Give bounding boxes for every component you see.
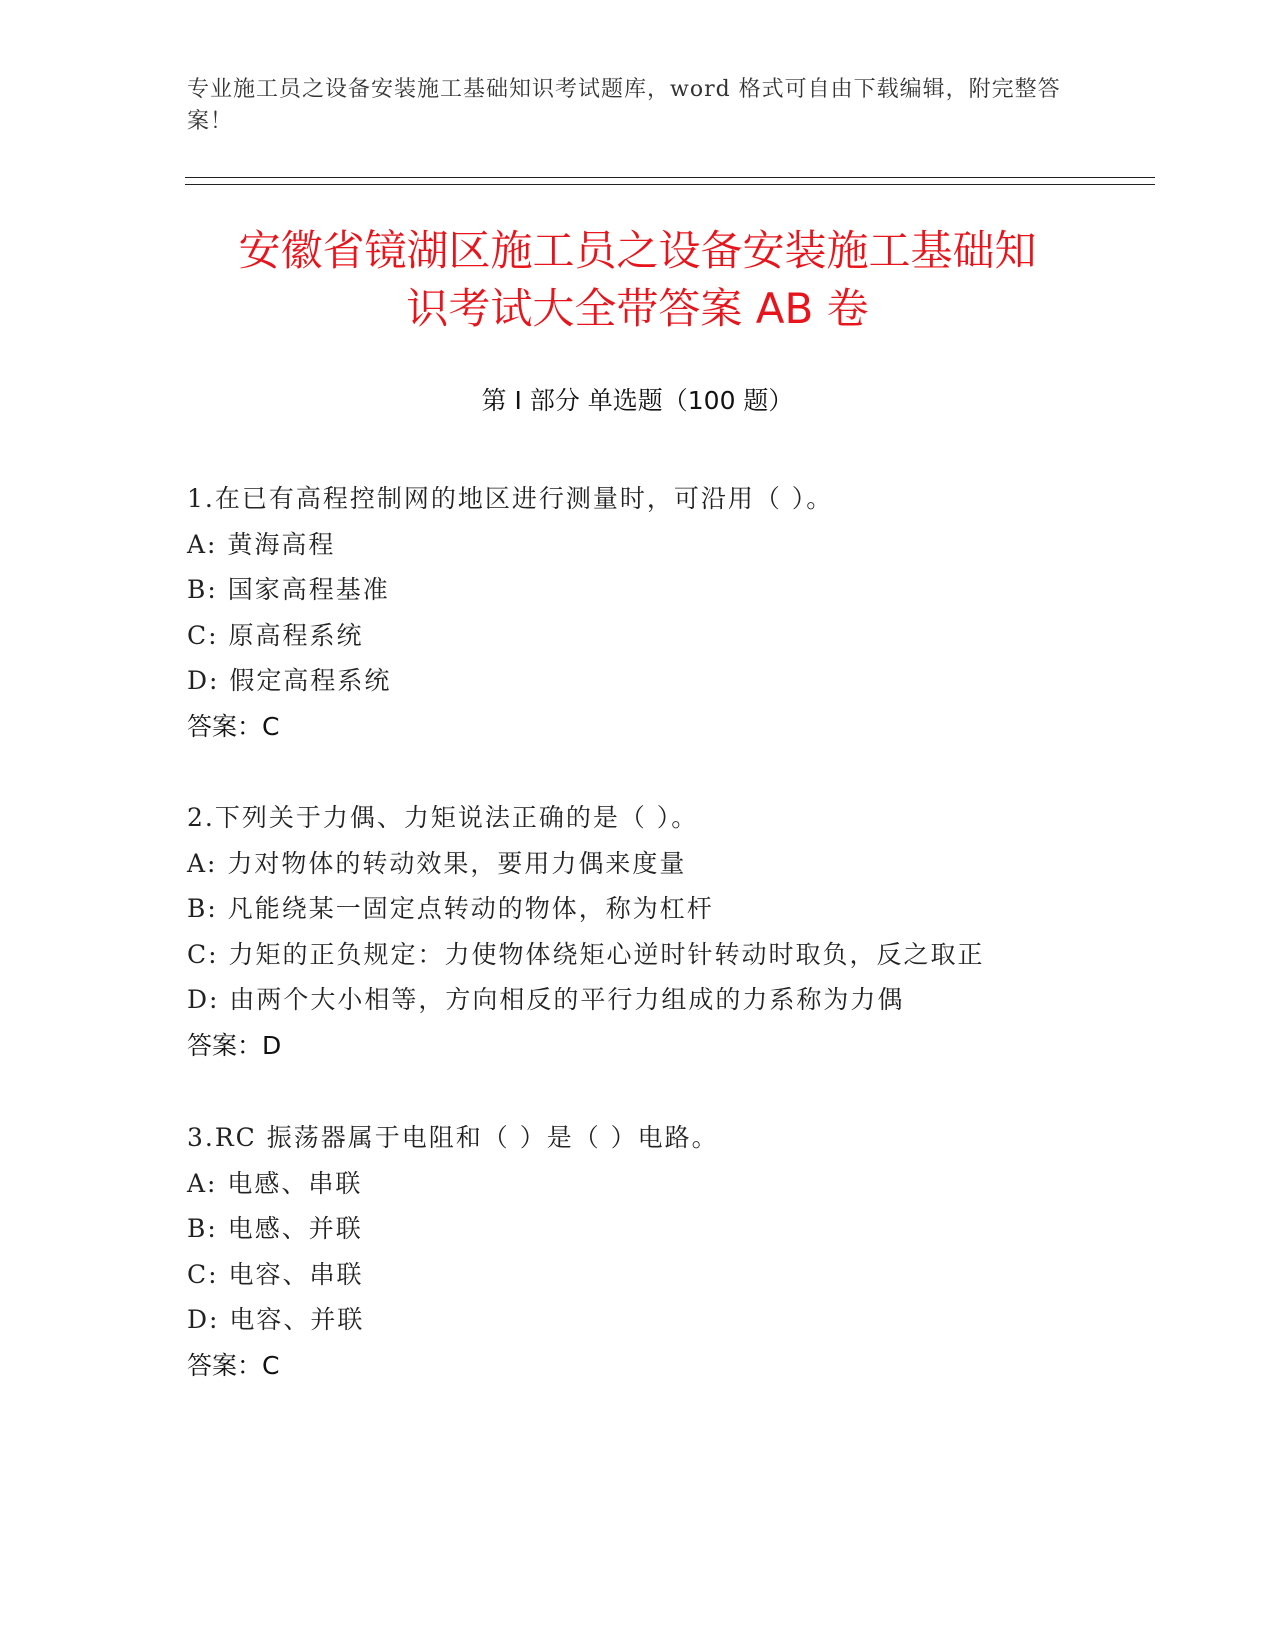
document-title-line-1: 安徽省镜湖区施工员之设备安装施工基础知	[238, 226, 1037, 275]
answer: 答案：D	[187, 1030, 282, 1060]
option-b: B: 电感、并联	[187, 1214, 363, 1243]
question-2	[187, 795, 1087, 1068]
option-d: D: 由两个大小相等，方向相反的平行力组成的力系称为力偶	[187, 985, 905, 1014]
header-note: 专业施工员之设备安装施工基础知识考试题库，word 格式可自由下载编辑，附完整答案！	[187, 77, 1061, 134]
question-1	[187, 476, 1087, 749]
answer: 答案：C	[187, 1350, 280, 1380]
option-d: D: 电容、并联	[187, 1305, 365, 1334]
question-stem: 2.下列关于力偶、力矩说法正确的是（ ）。	[187, 803, 699, 832]
answer: 答案：C	[187, 711, 280, 741]
question-stem: 1.在已有高程控制网的地区进行测量时，可沿用（ ）。	[187, 484, 834, 513]
header-divider-bottom	[185, 184, 1155, 185]
option-a: A: 力对物体的转动效果，要用力偶来度量	[187, 848, 687, 878]
option-a: A: 黄海高程	[187, 529, 336, 559]
option-c: C: 电容、串联	[187, 1259, 364, 1289]
option-d: D: 假定高程系统	[187, 666, 392, 695]
document-title	[0, 222, 1275, 338]
header-divider-top	[185, 177, 1155, 178]
option-a: A: 电感、串联	[187, 1168, 363, 1198]
option-b: B: 国家高程基准	[187, 575, 390, 604]
option-c: C: 原高程系统	[187, 620, 364, 650]
question-stem: 3.RC 振荡器属于电阻和（ ）是（ ）电路。	[187, 1123, 719, 1152]
document-title-line-2: 识考试大全带答案 AB 卷	[406, 284, 869, 333]
section-title: 第 I 部分 单选题（100 题）	[481, 386, 794, 415]
option-c: C: 力矩的正负规定：力使物体绕矩心逆时针转动时取负，反之取正	[187, 939, 985, 969]
question-3	[187, 1115, 1087, 1388]
option-b: B: 凡能绕某一固定点转动的物体，称为杠杆	[187, 894, 714, 923]
